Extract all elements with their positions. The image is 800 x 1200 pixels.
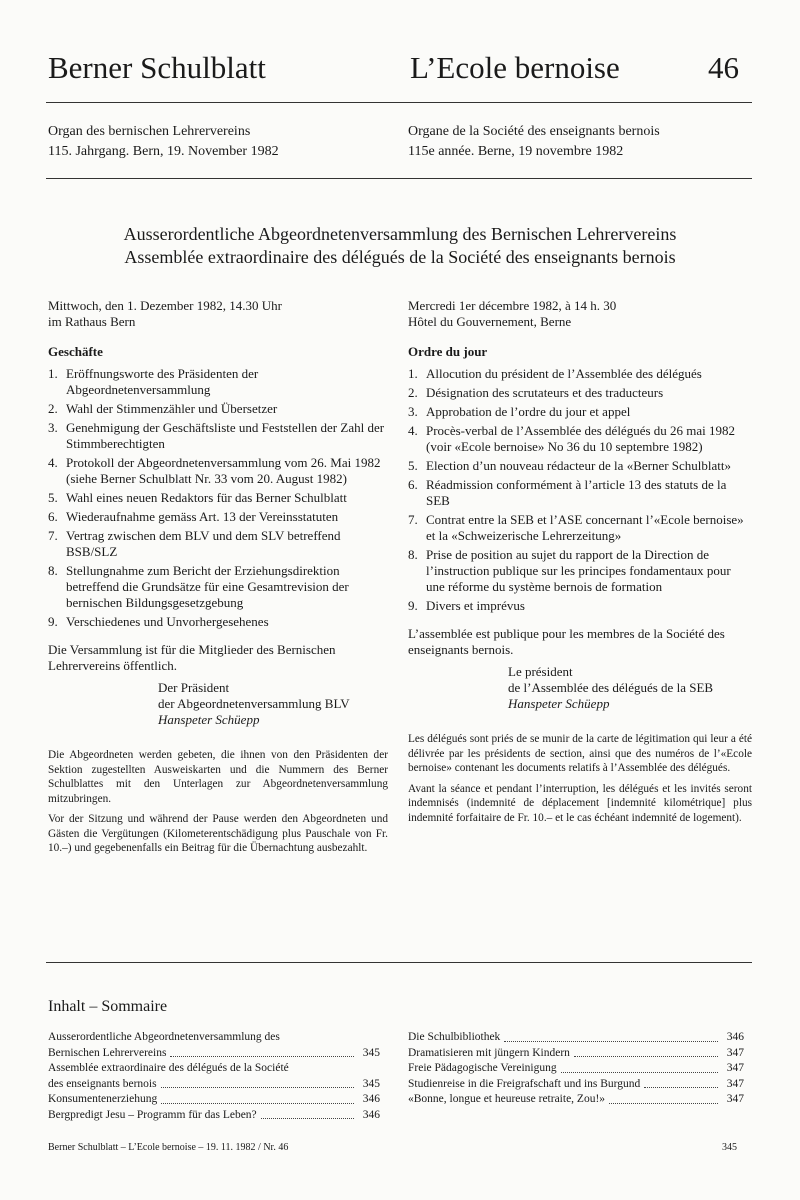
date-fr: 115e année. Berne, 19 novembre 1982 <box>408 144 624 159</box>
signer-name-de: Hanspeter Schüepp <box>158 712 260 727</box>
public-note-fr: L’assemblée est publique pour les membres de la Société des enseignants bernois. <box>408 626 725 657</box>
section-rule <box>46 178 752 179</box>
signer-role2-de: der Abgeordnetenversammlung BLV <box>158 696 350 711</box>
toc-entry[interactable]: Bergpredigt Jesu – Programm für das Leben? 346 <box>48 1108 380 1121</box>
agenda-item: 2. Désignation des scrutateurs et des traducteurs <box>408 385 664 400</box>
meeting-heading <box>0 223 800 269</box>
agenda-item: 1. Eröffnungsworte des Präsidenten der Abgeordnetenversammlung <box>48 366 259 397</box>
org-de: Organ des bernischen Lehrervereins <box>48 124 251 139</box>
notice1-de: Die Abgeordneten werden gebeten, die ihnen von den Präsidenten der Sektion zugestellten Ausweiskarten und die Nummern des Berner Schulblattes mit den Unterlagen zur Abgeordnetenversammlung mitzubringen. <box>48 749 388 805</box>
agenda-item: 6. Wiederaufnahme gemäss Art. 13 der Vereinsstatuten <box>48 509 339 524</box>
toc-entry[interactable]: Studienreise in die Freigrafschaft und ins Burgund 347 <box>408 1077 744 1090</box>
agenda-item: 3. Approbation de l’ordre du jour et appel <box>408 404 631 419</box>
when-fr: Mercredi 1er décembre 1982, à 14 h. 30 <box>408 298 617 313</box>
agenda-item: 5. Election d’un nouveau rédacteur de la «Berner Schulblatt» <box>408 458 732 473</box>
masthead-info-de <box>48 122 279 162</box>
masthead-info-fr <box>408 122 660 162</box>
agenda-item: 7. Contrat entre la SEB et l’ASE concernant l’«Ecole bernoise» et la «Schweizerische Lehrerzeitung» <box>408 512 744 543</box>
agenda-title-fr: Ordre du jour <box>408 344 488 359</box>
notice-de <box>48 748 388 856</box>
toc-left <box>48 1030 380 1123</box>
toc-right <box>408 1030 744 1108</box>
where-de: im Rathaus Bern <box>48 314 136 329</box>
toc-entry[interactable]: Bernischen Lehrervereins 345 <box>48 1046 380 1059</box>
page-footer: Berner Schulblatt – L’Ecole bernoise – 19. 11. 1982 / Nr. 46 <box>48 1142 289 1153</box>
org-fr: Organe de la Société des enseignants bernois <box>408 124 660 139</box>
page-number: 345 <box>722 1142 737 1153</box>
when-de: Mittwoch, den 1. Dezember 1982, 14.30 Uhr <box>48 298 282 313</box>
signature-fr <box>408 664 752 712</box>
agenda-item: 9. Divers et imprévus <box>408 598 525 613</box>
toc-entry[interactable]: Dramatisieren mit jüngern Kindern 347 <box>408 1046 744 1059</box>
agenda-title-de: Geschäfte <box>48 344 103 359</box>
agenda-item: 8. Stellungnahme zum Bericht der Erziehungsdirektion betreffend die Grundsätze für eine Gesamtrevision der bernischen Bildungsgesetzgebung <box>48 563 349 610</box>
toc-entry[interactable]: Konsumentenerziehung 346 <box>48 1093 380 1105</box>
agenda-item: 8. Prise de position au sujet du rapport de la Direction de l’instruction publique sur les principes fondamentaux pour une réforme du système bernois de formation <box>408 547 731 594</box>
notice2-fr: Avant la séance et pendant l’interruption, les délégués et les invités seront indemnisés (indemnité de déplacement [indemnité kilométrique] plus indemnité forfaitaire de Fr. 10.– et le cas échéant indemnité de logement). <box>408 782 752 824</box>
agenda-item: 3. Genehmigung der Geschäftsliste und Feststellen der Zahl der Stimmberechtigten <box>48 420 385 451</box>
toc-entry-line: Assemblée extraordinaire des délégués de la Société <box>48 1062 289 1074</box>
masthead-title-fr: L’Ecole bernoise <box>410 50 620 85</box>
signer-role-fr: Le président <box>508 664 573 679</box>
heading-de: Ausserordentliche Abgeordnetenversammlung des Bernischen Lehrervereins <box>123 224 677 244</box>
masthead-rule <box>46 102 752 103</box>
agenda-list-fr <box>408 366 752 614</box>
toc-entry-line: Ausserordentliche Abgeordnetenversammlung des <box>48 1031 280 1043</box>
agenda-item: 7. Vertrag zwischen dem BLV und dem SLV betreffend BSB/SLZ <box>48 528 341 559</box>
toc-rule <box>46 962 752 963</box>
heading-fr: Assemblée extraordinaire des délégués de la Société des enseignants bernois <box>124 247 676 267</box>
toc-entry[interactable]: Die Schulbibliothek 346 <box>408 1031 744 1043</box>
agenda-list-de <box>48 366 388 630</box>
agenda-item: 2. Wahl der Stimmenzähler und Übersetzer <box>48 401 278 416</box>
where-fr: Hôtel du Gouvernement, Berne <box>408 314 572 329</box>
agenda-item: 1. Allocution du président de l’Assemblée des délégués <box>408 366 702 381</box>
toc-entry[interactable]: «Bonne, longue et heureuse retraite, Zou!» 347 <box>408 1093 744 1105</box>
column-fr <box>408 298 752 831</box>
date-de: 115. Jahrgang. Bern, 19. November 1982 <box>48 144 279 159</box>
signer-role2-fr: de l’Assemblée des délégués de la SEB <box>508 680 714 695</box>
notice2-de: Vor der Sitzung und während der Pause werden den Abgeordneten und Gästen die Vergütungen (Kilometerentschädigung plus Pauschale von Fr. 10.–) und gegebenenfalls ein Beitrag für die Übernachtung ausbezahlt. <box>48 813 388 854</box>
agenda-item: 9. Verschiedenes und Unvorhergesehenes <box>48 614 269 629</box>
notice1-fr: Les délégués sont priés de se munir de la carte de légitimation qui leur a été délivrée par les présidents de section, ainsi que des numéros de l’«Ecole bernoise» contenant les documents relatifs à l’Assemblée des délégués. <box>408 733 752 774</box>
column-de <box>48 298 388 862</box>
agenda-item: 5. Wahl eines neuen Redaktors für das Berner Schulblatt <box>48 490 347 505</box>
agenda-item: 4. Protokoll der Abgeordnetenversammlung vom 26. Mai 1982 (siehe Berner Schulblatt Nr. 33 vom 20. August 1982) <box>48 455 381 486</box>
agenda-item: 4. Procès-verbal de l’Assemblée des délégués du 26 mai 1982 (voir «Ecole bernoise» No 36 du 10 septembre 1982) <box>408 423 736 454</box>
notice-fr <box>408 732 752 825</box>
agenda-item: 6. Réadmission conformément à l’article 13 des statuts de la SEB <box>408 477 727 508</box>
toc-entry[interactable]: Freie Pädagogische Vereinigung 347 <box>408 1062 744 1074</box>
public-note-de: Die Versammlung ist für die Mitglieder des Bernischen Lehrervereins öffentlich. <box>48 642 336 673</box>
signature-de <box>48 680 388 728</box>
toc-entry[interactable]: des enseignants bernois 345 <box>48 1077 380 1090</box>
issue-number: 46 <box>708 50 739 85</box>
toc-title: Inhalt – Sommaire <box>48 998 168 1015</box>
signer-name-fr: Hanspeter Schüepp <box>508 696 610 711</box>
masthead-title-de: Berner Schulblatt <box>48 50 266 85</box>
signer-role-de: Der Präsident <box>158 680 230 695</box>
